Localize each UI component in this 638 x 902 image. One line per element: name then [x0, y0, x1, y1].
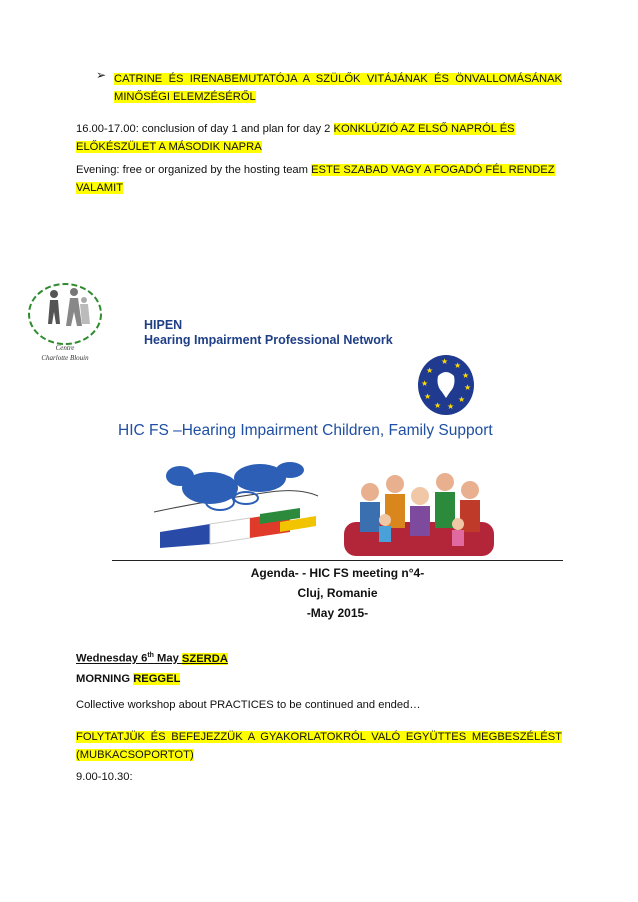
svg-text:★: ★: [462, 371, 470, 380]
header-divider: [112, 560, 563, 561]
bullet-arrow-icon: ➢: [96, 68, 107, 82]
workshop-text: Collective workshop about PRACTICES to be continued and ended…: [76, 699, 421, 711]
svg-text:★: ★: [447, 402, 455, 411]
hicfs-logo: [150, 452, 320, 557]
project-title: HIC FS –Hearing Impairment Children, Family Support: [118, 422, 493, 439]
svg-text:★: ★: [434, 401, 442, 410]
time-slot: 9.00-10.30:: [76, 771, 133, 783]
eu-logo: [416, 354, 476, 421]
svg-text:★: ★: [424, 392, 432, 401]
svg-text:Centre: Centre: [55, 344, 75, 352]
agenda-title: Agenda- - HIC FS meeting n°4-: [250, 566, 425, 580]
svg-text:★: ★: [464, 383, 472, 392]
morning-heading: MORNING REGGEL: [76, 673, 181, 685]
day-heading: Wednesday 6th May SZERDA: [76, 652, 228, 665]
agenda-place: Cluj, Romanie: [297, 586, 378, 600]
agenda-date: -May 2015-: [306, 606, 369, 620]
hipen-title: HIPEN Hearing Impairment Professional Network: [144, 318, 393, 347]
svg-text:★: ★: [421, 379, 429, 388]
svg-text:★: ★: [441, 357, 449, 366]
centre-charlotte-blouin-logo: [22, 280, 108, 370]
family-illustration: [340, 462, 500, 567]
svg-text:Charlotte Blouin: Charlotte Blouin: [41, 354, 89, 362]
schedule-line-2: Evening: free or organized by the hosting team ESTE SZABAD VAGY A FOGADÓ FÉL RENDEZ VALAMIT: [76, 164, 555, 194]
svg-text:★: ★: [426, 366, 434, 375]
schedule-line-1: 16.00-17.00: conclusion of day 1 and plan for day 2 KONKLÚZIÓ AZ ELSŐ NAPRÓL ÉS ELŐKÉSZÜLET A MÁSODIK NAPRA: [76, 123, 515, 153]
svg-text:★: ★: [458, 395, 466, 404]
svg-text:★: ★: [454, 361, 462, 370]
hungarian-workshop-text: FOLYTATJÜK ÉS BEFEJEZZÜK A GYAKORLATOKRÓL VALÓ EGYÜTTES MEGBESZÉLÉST (MUBKACSOPORTOT): [76, 731, 562, 761]
bullet-highlight: CATRINE ÉS IRENABEMUTATÓJA A SZÜLŐK VITÁJÁNAK ÉS ÖNVALLOMÁSÁNAK MINŐSÉGI ELEMZÉSÉRŐL: [114, 73, 562, 103]
bullet-text: [114, 70, 562, 106]
